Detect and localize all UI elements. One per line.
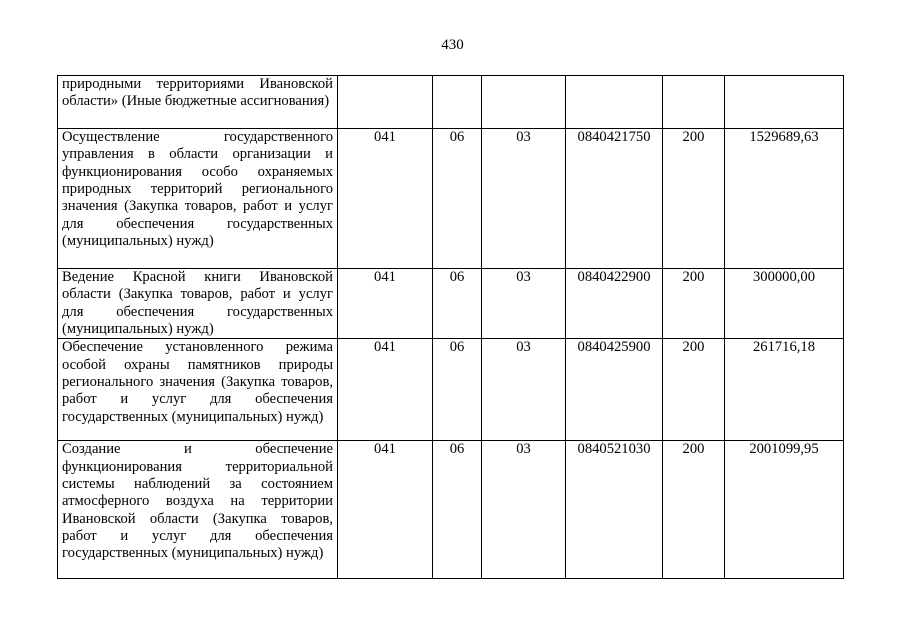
expense-type-code-cell xyxy=(663,76,725,129)
amount-cell: 261716,18 xyxy=(725,339,844,441)
expense-type-code-cell: 200 xyxy=(663,129,725,269)
expense-name-cell: Ведение Красной книги Ивановской области (Закупка товаров, работ и услуг для обеспечения государственных (муниципальных) нужд) xyxy=(58,269,338,339)
expense-type-code-cell: 200 xyxy=(663,269,725,339)
amount-cell: 2001099,95 xyxy=(725,441,844,579)
target-item-code-cell: 0840425900 xyxy=(566,339,663,441)
expense-name-cell: Осуществление государственного управления в области организации и функционирования особо охраняемых природных территорий регионального значения (Закупка товаров, работ и услуг для обеспечения государственных (муниципальных) нужд) xyxy=(58,129,338,269)
grbs-code-cell: 041 xyxy=(338,269,433,339)
section-code-cell: 06 xyxy=(433,129,482,269)
amount-cell: 300000,00 xyxy=(725,269,844,339)
subsection-code-cell: 03 xyxy=(482,269,566,339)
amount-cell xyxy=(725,76,844,129)
grbs-code-cell xyxy=(338,76,433,129)
table-row xyxy=(58,441,844,579)
page-number: 430 xyxy=(441,37,464,53)
section-code-cell xyxy=(433,76,482,129)
expense-type-code-cell: 200 xyxy=(663,441,725,579)
target-item-code-cell: 0840421750 xyxy=(566,129,663,269)
expense-name-cell: природными территориями Ивановской области» (Иные бюджетные ассигнования) xyxy=(58,76,338,129)
expense-name-cell: Создание и обеспечение функционирования территориальной системы наблюдений за состоянием атмосферного воздуха на территории Ивановской области (Закупка товаров, работ и услуг для обеспечения государственных (муниципальных) нужд) xyxy=(58,441,338,579)
target-item-code-cell: 0840521030 xyxy=(566,441,663,579)
amount-cell: 1529689,63 xyxy=(725,129,844,269)
table-row xyxy=(58,76,844,129)
grbs-code-cell: 041 xyxy=(338,441,433,579)
table-row xyxy=(58,269,844,339)
subsection-code-cell: 03 xyxy=(482,129,566,269)
subsection-code-cell: 03 xyxy=(482,339,566,441)
section-code-cell: 06 xyxy=(433,441,482,579)
target-item-code-cell xyxy=(566,76,663,129)
target-item-code-cell: 0840422900 xyxy=(566,269,663,339)
table-row xyxy=(58,129,844,269)
subsection-code-cell xyxy=(482,76,566,129)
section-code-cell: 06 xyxy=(433,339,482,441)
grbs-code-cell: 041 xyxy=(338,129,433,269)
expense-type-code-cell: 200 xyxy=(663,339,725,441)
section-code-cell: 06 xyxy=(433,269,482,339)
grbs-code-cell: 041 xyxy=(338,339,433,441)
expense-name-cell: Обеспечение установленного режима особой охраны памятников природы регионального значения (Закупка товаров, работ и услуг для обеспечения государственных (муниципальных) нужд) xyxy=(58,339,338,441)
subsection-code-cell: 03 xyxy=(482,441,566,579)
budget-table xyxy=(57,75,844,579)
table-row xyxy=(58,339,844,441)
